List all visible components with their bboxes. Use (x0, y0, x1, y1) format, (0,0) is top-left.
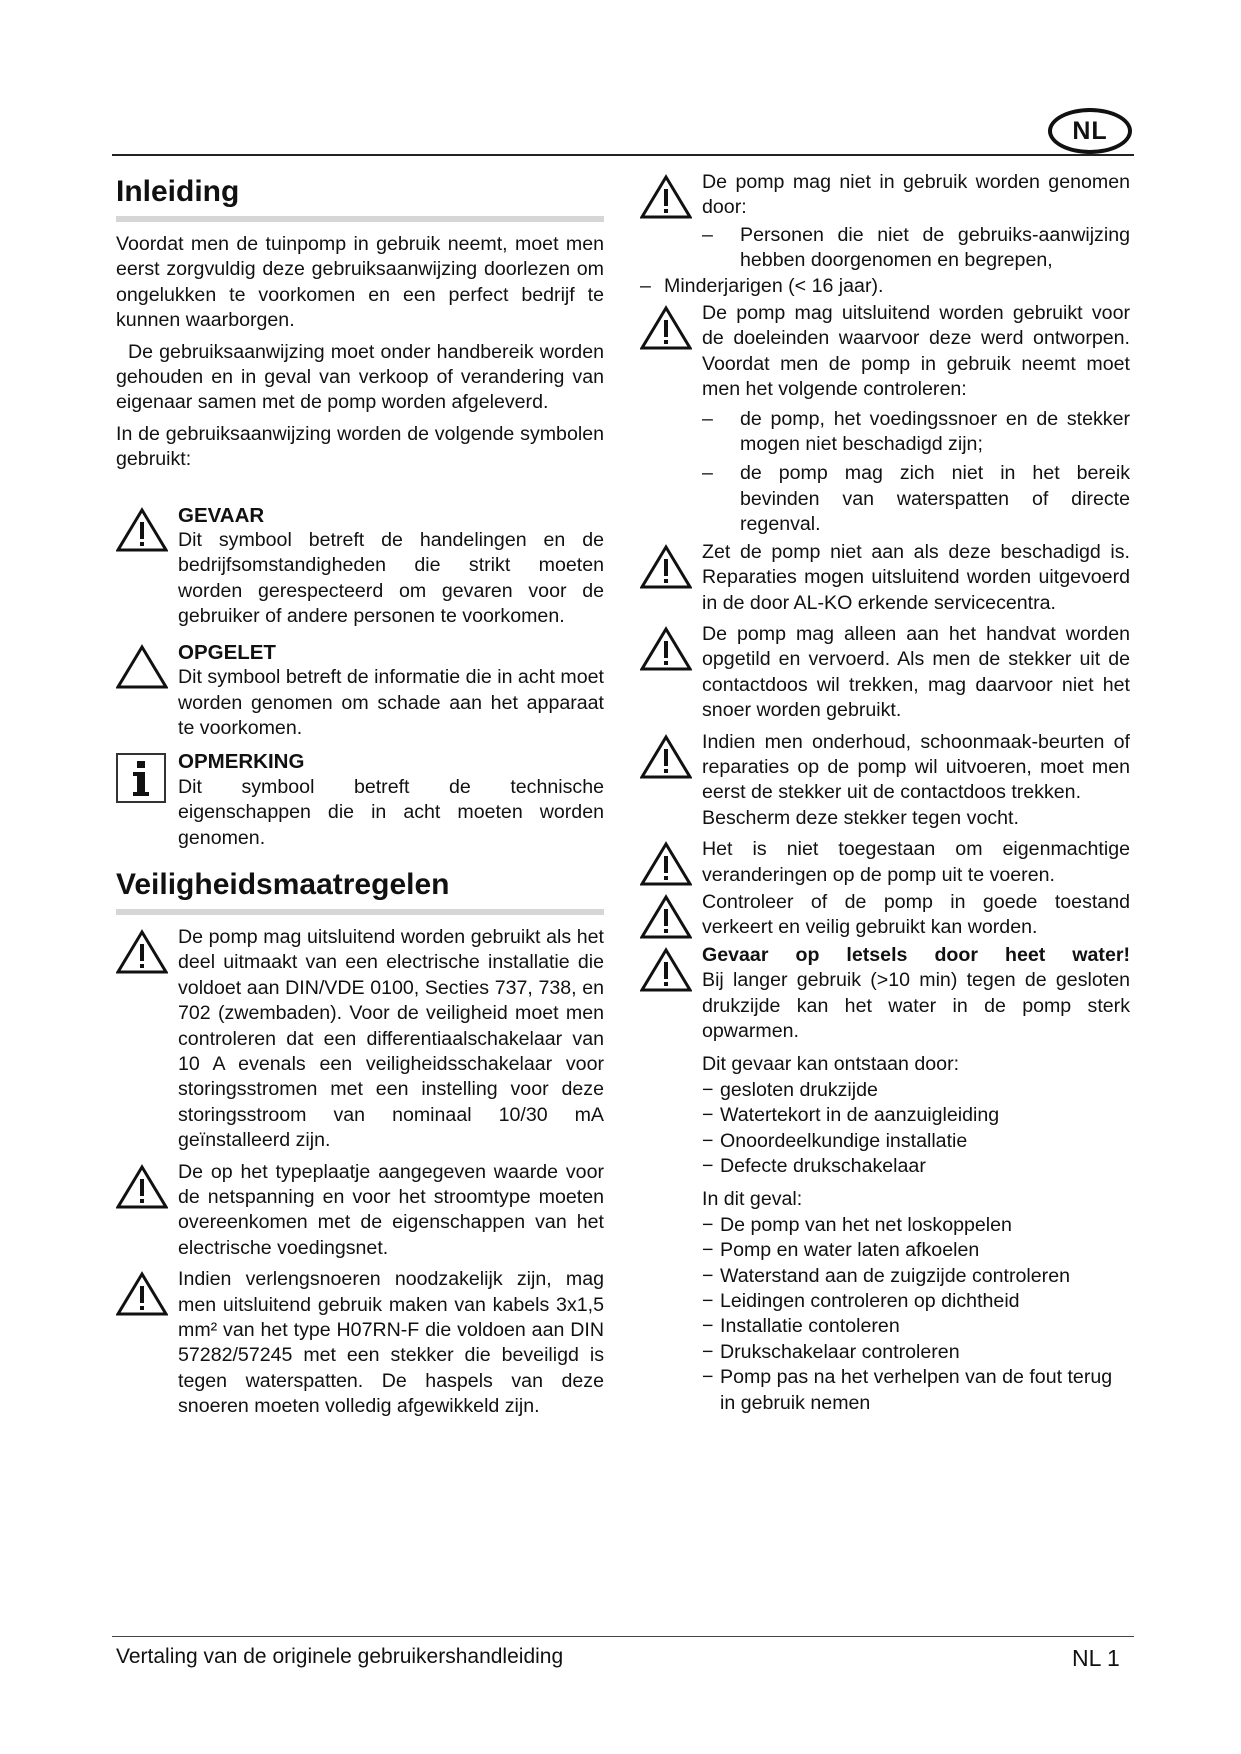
caution-title: OPGELET (178, 640, 276, 664)
warning-exclamation-icon (640, 305, 692, 351)
page-number: NL 1 (1072, 1645, 1120, 1671)
safety-heading: Veiligheidsmaatregelen (116, 867, 604, 915)
intro-paragraph-3: In de gebruiksaanwijzing worden de volgende symbolen gebruikt: (116, 422, 604, 471)
footer-rule (112, 1636, 1134, 1637)
right-warning-7-text: Controleer of de pomp in goede toestand verkeert en veilig gebruikt kan worden. (702, 890, 1130, 939)
symbol-note (116, 749, 604, 851)
list-item: – de pomp mag zich niet in het bereik bevinden van waterspatten of directe regenval. (702, 461, 1130, 537)
caution-text: Dit symbool betreft de informatie die in acht moet worden genomen om schade aan het apparaat te voorkomen. (178, 666, 604, 739)
intro-heading: Inleiding (116, 174, 604, 222)
list-item: − Pomp pas na het verhelpen van de fout terug in gebruik nemen (702, 1365, 1130, 1416)
right-warning-5 (640, 730, 1130, 832)
hot-water-heading: Gevaar op letsels door heet water! (702, 943, 1130, 966)
list-item: − Onoordeelkundige installatie (702, 1129, 1130, 1154)
list-item: − Watertekort in de aanzuigleiding (702, 1103, 1130, 1128)
list-item: − Waterstand aan de zuigzijde controleren (702, 1264, 1130, 1289)
warning-exclamation-icon (640, 947, 692, 993)
right-warning-2-list (702, 407, 1130, 538)
cause-intro: Dit gevaar kan ontstaan door: (702, 1053, 960, 1076)
list-item: − Installatie contoleren (702, 1314, 1130, 1339)
safety-warning-3-text: Indien verlengsnoeren noodzakelijk zijn, mag men uitsluitend gebruik maken van kabels 3x1,5 mm² van het type H07RN-F die voldoen aan DIN 57282/57245 met een stekker die beveiligd is tegen waterspatten. De haspels van deze snoeren moeten volledig afgewikkeld zijn. (178, 1268, 604, 1418)
symbol-danger (116, 503, 604, 630)
info-icon (116, 753, 166, 803)
warning-triangle-icon (116, 644, 168, 690)
intro-paragraph-2: De gebruiksaanwijzing moet onder handbereik worden gehouden en in geval van verkoop of verandering van eigenaar samen met de pomp worden afgeleverd. (116, 340, 604, 414)
warning-exclamation-icon (640, 626, 692, 672)
list-item: − Drukschakelaar controleren (702, 1340, 1130, 1365)
list-item: − Defecte drukschakelaar (702, 1154, 1130, 1179)
action-intro: In dit geval: (702, 1188, 803, 1211)
right-warning-1-text: De pomp mag niet in gebruik worden genomen door: (702, 171, 1130, 219)
warning-exclamation-icon (116, 1164, 168, 1210)
right-warning-3 (640, 540, 1130, 616)
left-column (116, 170, 604, 1426)
note-title: OPMERKING (178, 750, 305, 774)
list-item: – de pomp, het voedingssnoer en de stekker mogen niet beschadigd zijn; (702, 407, 1130, 458)
danger-title: GEVAAR (178, 503, 265, 527)
list-item: – Personen die niet de gebruiks-aanwijzing hebben doorgenomen en begrepen, (702, 223, 1130, 274)
right-warning-4 (640, 622, 1130, 724)
footer-title: Vertaling van de originele gebruikershandleiding (116, 1645, 564, 1668)
right-warning-5-text: Indien men onderhoud, schoonmaak-beurten of reparaties op de pomp wil uitvoeren, moet men eerst de stekker uit de contactdoos trekken. (702, 730, 1130, 804)
right-warning-2 (640, 301, 1130, 538)
warning-exclamation-icon (640, 174, 692, 220)
list-item: − Pomp en water laten afkoelen (702, 1238, 1130, 1263)
right-warning-7 (640, 890, 1130, 941)
list-item: − gesloten drukzijde (702, 1078, 1130, 1103)
safety-warning-1-text: De pomp mag uitsluitend worden gebruikt als het deel uitmaakt van een electrische installatie die voldoet aan DIN/VDE 0100, Secties 737, 738, en 702 (zwembaden). Voor de veiligheid moet men controleren dat een differentiaalschakelaar van 10 A evenals een veiligheidsschakelaar voor storingsstromen met een instelling voor deze storingsstroom van nominaal 10/30 mA geïnstalleerd zijn. (178, 925, 604, 1152)
right-warning-8-text: Bij langer gebruik (>10 min) tegen de gesloten drukzijde kan het water in de pomp sterk opwarmen. (702, 969, 1130, 1042)
cause-list (702, 1078, 1130, 1180)
right-warning-5-extra: Bescherm deze stekker tegen vocht. (702, 806, 1019, 829)
warning-exclamation-icon (640, 544, 692, 590)
symbol-caution (116, 640, 604, 742)
hot-water-details (640, 1052, 1130, 1416)
safety-warning-2-text: De op het typeplaatje aangegeven waarde voor de netspanning en voor het stroomtype moeten overeenkomen met de eigenschappen van het electrische voedingsnet. (178, 1160, 604, 1259)
warning-exclamation-icon (640, 734, 692, 780)
list-item: − Leidingen controleren op dichtheid (702, 1289, 1130, 1314)
right-warning-8 (640, 943, 1130, 1045)
safety-warning-3 (116, 1267, 604, 1419)
note-text: Dit symbool betreft de technische eigenschappen die in acht moeten worden genomen. (178, 775, 604, 849)
language-badge: NL (1048, 108, 1132, 154)
header-rule (112, 154, 1134, 156)
safety-warning-1 (116, 925, 604, 1154)
warning-exclamation-icon (640, 841, 692, 887)
right-column (640, 170, 1130, 1416)
action-list (702, 1213, 1130, 1416)
warning-exclamation-icon (116, 1271, 168, 1317)
warning-exclamation-icon (116, 507, 168, 553)
danger-text: Dit symbool betreft de handelingen en de bedrijfsomstandigheden die strikt moeten worden gerespecteerd om gevaren voor de gebruiker of andere personen te voorkomen. (178, 529, 604, 628)
list-item: − De pomp van het net loskoppelen (702, 1213, 1130, 1238)
right-warning-1 (640, 170, 1130, 299)
intro-paragraph-1: Voordat men de tuinpomp in gebruik neemt, moet men eerst zorgvuldig deze gebruiksaanwijzing doorlezen om ongelukken te voorkomen en een perfect bedrijf te kunnen waarborgen. (116, 233, 604, 332)
right-warning-6 (640, 837, 1130, 888)
right-warning-1-list (664, 223, 1130, 299)
right-warning-3-text: Zet de pomp niet aan als deze beschadigd is. Reparaties mogen uitsluitend worden uitgevoerd in de door AL-KO erkende servicecentra. (702, 540, 1130, 614)
right-warning-4-text: De pomp mag alleen aan het handvat worden opgetild en vervoerd. Als men de stekker uit de contactdoos wil trekken, mag daarvoor niet het snoer worden gebruikt. (702, 622, 1130, 722)
warning-exclamation-icon (116, 929, 168, 975)
safety-warning-2 (116, 1160, 604, 1262)
right-warning-2-text: De pomp mag uitsluitend worden gebruikt voor de doeleinden waarvoor deze werd ontworpen. Voordat men de pomp in gebruik neemt moet men het volgende controleren: (702, 302, 1130, 401)
warning-exclamation-icon (640, 894, 692, 940)
right-warning-6-text: Het is niet toegestaan om eigenmachtige veranderingen op de pomp uit te voeren. (702, 838, 1130, 886)
list-item: – Minderjarigen (< 16 jaar). (640, 274, 1130, 299)
